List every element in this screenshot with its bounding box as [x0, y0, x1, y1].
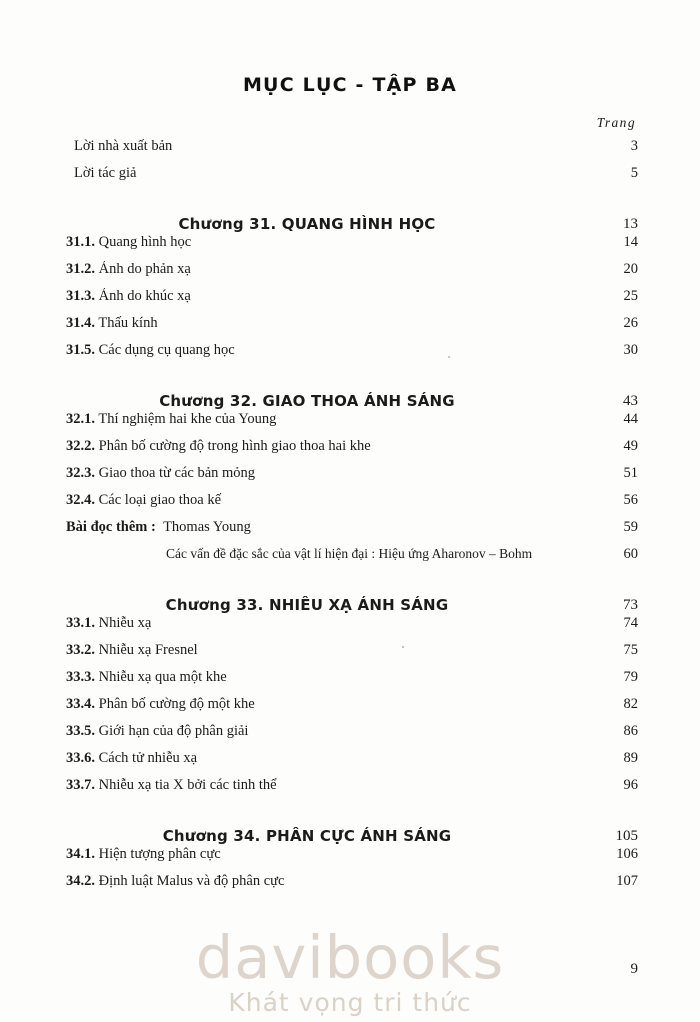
toc-section-title: Nhiễu xạ [98, 615, 152, 631]
toc-section-page: 26 [623, 315, 638, 331]
toc-section-page: 86 [623, 723, 638, 739]
toc-section-page: 107 [616, 873, 638, 889]
toc-section-page: 25 [623, 288, 638, 304]
toc-extra-title: Các vấn đề đặc sắc của vật lí hiện đại : Hiệu ứng Aharonov – Bohm [166, 546, 533, 561]
toc-section-page: 96 [623, 777, 638, 793]
toc-section-number: 32.4. [66, 492, 95, 508]
toc-section-page: 51 [623, 465, 638, 481]
toc-chapter-heading[interactable] [62, 369, 638, 411]
toc-entry-page: 3 [630, 138, 638, 154]
toc-section-number: 32.2. [66, 438, 95, 454]
toc-section-number: 33.6. [66, 750, 95, 766]
toc-chapter-page: 73 [623, 597, 638, 613]
toc-section-number: 33.1. [66, 615, 95, 631]
toc-section[interactable] [62, 669, 638, 696]
toc-section-number: 33.7. [66, 777, 95, 793]
toc-section-number: 31.4. [66, 315, 95, 331]
toc-section-label [62, 492, 596, 509]
toc-section-title: Nhiễu xạ Fresnel [98, 642, 198, 658]
toc-entry-label: Lời tác giả [74, 165, 137, 181]
toc-section-label [62, 234, 596, 251]
toc-section-label [62, 315, 596, 332]
toc-extra-prefix: Bài đọc thêm : [66, 519, 156, 535]
toc-chapter-title: Chương 33. NHIỄU XẠ ÁNH SÁNG [165, 596, 449, 614]
toc-section-title: Các dụng cụ quang học [98, 342, 235, 358]
toc-section-number: 33.4. [66, 696, 95, 712]
toc-section-title: Nhiễu xạ tia X bởi các tinh thể [98, 777, 277, 793]
toc-section-title: Cách tử nhiễu xạ [98, 750, 198, 766]
toc-section-title: Thấu kính [98, 315, 158, 331]
toc-section[interactable] [62, 846, 638, 873]
toc-section-label [62, 261, 596, 278]
toc-section-page: 82 [623, 696, 638, 712]
toc-section-title: Quang hình học [98, 234, 192, 250]
toc-section-page: 56 [623, 492, 638, 508]
toc-section[interactable] [62, 261, 638, 288]
toc-section-title: Ảnh do khúc xạ [98, 288, 191, 304]
toc-section-page: 106 [616, 846, 638, 862]
toc-section[interactable] [62, 288, 638, 315]
page-folio: 9 [630, 961, 638, 977]
toc-section-title: Nhiễu xạ qua một khe [98, 669, 227, 685]
toc-section-number: 31.2. [66, 261, 95, 277]
scan-speck [448, 356, 450, 358]
toc-section[interactable] [62, 492, 638, 519]
toc-section-title: Ảnh do phản xạ [98, 261, 191, 277]
toc-section-page: 79 [623, 669, 638, 685]
toc-entry[interactable] [62, 165, 638, 192]
toc-section[interactable] [62, 642, 638, 669]
toc-extra-reading[interactable] [62, 546, 638, 573]
toc-chapter-heading[interactable] [62, 192, 638, 234]
toc-section-label [62, 777, 596, 794]
toc-chapter-title: Chương 31. QUANG HÌNH HỌC [178, 215, 436, 233]
toc-extra-page: 59 [623, 519, 638, 535]
toc-entry-page: 5 [630, 165, 638, 181]
toc-section-page: 44 [623, 411, 638, 427]
toc-section[interactable] [62, 723, 638, 750]
toc-chapter-title: Chương 32. GIAO THOA ÁNH SÁNG [159, 392, 455, 410]
toc-chapter-page: 13 [623, 216, 638, 232]
toc-section-title: Thí nghiệm hai khe của Young [98, 411, 277, 427]
toc-extra-label [62, 519, 596, 536]
toc-section-label [62, 615, 596, 632]
toc-section-number: 33.3. [66, 669, 95, 685]
toc-section-number: 32.3. [66, 465, 95, 481]
toc-section-label [62, 342, 596, 359]
toc-chapter-heading[interactable] [62, 573, 638, 615]
toc-section[interactable] [62, 873, 638, 900]
toc-section-title: Phân bố cường độ trong hình giao thoa hai khe [98, 438, 371, 454]
watermark-sub-text: Khát vọng tri thức [228, 987, 472, 1017]
toc-section-label [62, 288, 596, 305]
toc-section-page: 75 [623, 642, 638, 658]
toc-extra-title: Thomas Young [163, 519, 251, 535]
toc-section-label [62, 669, 596, 686]
toc-section-title: Hiện tượng phân cực [98, 846, 221, 862]
toc-section-label [62, 723, 596, 740]
toc-section-number: 32.1. [66, 411, 95, 427]
toc-extra-label [62, 546, 596, 562]
toc-section-number: 33.5. [66, 723, 95, 739]
toc-section-number: 31.5. [66, 342, 95, 358]
toc-section-label [62, 438, 596, 455]
toc-section[interactable] [62, 234, 638, 261]
toc-extra-reading[interactable] [62, 519, 638, 546]
page-column-header [62, 114, 638, 132]
toc-section-label [62, 696, 596, 713]
toc-chapter-title: Chương 34. PHÂN CỰC ÁNH SÁNG [162, 827, 452, 845]
toc-section[interactable] [62, 342, 638, 369]
toc-entry-label: Lời nhà xuất bản [74, 138, 173, 154]
toc-section-page: 49 [623, 438, 638, 454]
toc-section-page: 30 [623, 342, 638, 358]
scan-speck [402, 646, 404, 648]
toc-section-title: Định luật Malus và độ phân cực [98, 873, 285, 889]
toc-section-number: 31.1. [66, 234, 95, 250]
toc-section[interactable] [62, 411, 638, 438]
toc-section-number: 33.2. [66, 642, 95, 658]
toc-section[interactable] [62, 777, 638, 804]
toc-section[interactable] [62, 465, 638, 492]
toc-section-number: 34.2. [66, 873, 95, 889]
toc-section-page: 20 [623, 261, 638, 277]
toc-section-title: Các loại giao thoa kế [98, 492, 222, 508]
page-column-label: Trang [596, 115, 636, 130]
toc-entry[interactable] [62, 138, 638, 165]
toc-section-page: 89 [623, 750, 638, 766]
toc-section-number: 34.1. [66, 846, 95, 862]
toc-extra-page: 60 [623, 546, 638, 562]
toc-section-label [62, 873, 596, 890]
toc-chapter-page: 105 [615, 828, 638, 844]
toc-section[interactable] [62, 750, 638, 777]
toc-section-title: Giới hạn của độ phân giải [98, 723, 249, 739]
toc-section-label [62, 750, 596, 767]
toc-chapter-heading[interactable] [62, 804, 638, 846]
page-title: MỤC LỤC - TẬP BA [242, 74, 458, 96]
toc-section[interactable] [62, 696, 638, 723]
toc-section-number: 31.3. [66, 288, 95, 304]
watermark-main-text: davibooks [195, 922, 505, 992]
toc-section-label [62, 465, 596, 482]
toc-section[interactable] [62, 438, 638, 465]
toc-section-label [62, 411, 596, 428]
toc-section-label [62, 846, 596, 863]
toc-section-title: Phân bố cường độ một khe [98, 696, 255, 712]
toc-section-title: Giao thoa từ các bản mỏng [98, 465, 256, 481]
watermark [0, 922, 700, 1017]
toc-section[interactable] [62, 615, 638, 642]
table-of-contents [62, 138, 638, 900]
toc-section[interactable] [62, 315, 638, 342]
toc-section-label [62, 642, 596, 659]
toc-section-page: 74 [623, 615, 638, 631]
toc-section-page: 14 [623, 234, 638, 250]
toc-chapter-page: 43 [623, 393, 638, 409]
